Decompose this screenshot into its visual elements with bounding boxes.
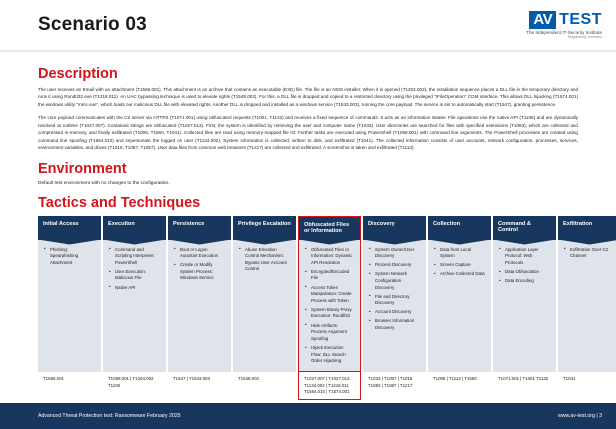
logo-location: Magdeburg Germany [568,34,602,39]
list-item: • Process Discovery [374,262,421,269]
footer-url-and-page[interactable]: www.av-test.org | 3 [557,413,602,419]
column-body-privilege-escalation [233,240,296,373]
list-item: • Abuse Elevation Control Mechanism: Bypass User Account Control [244,247,291,273]
tactic-column-initial-access [38,216,101,373]
list-item: • Exfiltration Over C2 Channel [569,247,616,260]
tactic-column-privilege-escalation [233,216,296,373]
column-body-execution [103,240,166,373]
list-item: • Create or Modify System Process: Windows Service [179,262,226,282]
list-item: • Account Discovery [374,309,421,316]
technique-id-text: T1071.001 | T1001 T1132 [493,372,556,394]
technique-id-text: T1548.002 [233,372,296,394]
technique-ids-initial-access [38,372,101,400]
list-item: • Native API [114,285,161,292]
tactics-heading: Tactics and Techniques [38,194,201,211]
description-paragraph-1: The user receives an Email with an attachment (T1566.001). This attachment is an archive that contains an executable (EXE) file. The file is an NSIS installer. When it is opened (T1204.002), the installation sequence places a DLL file in the temporary directory and runs it using RundII32.exe (T1218.011). An UAC bypassing technique is used to elevate rights (T1548.002). For this, a DLL file is dropped and copied to a restricted directory using the privileged "IFileOperation" COM interface. This allows DLL hijacking (T1574.001) the windows utility "mmc.exe", which loads our malicious DLL file with elevated rights. Another DLL is dropped and installed as a windows service (T1543.003), running the core payload. The service is set to automatically start (T1547), granting persistence. [38,87,578,107]
list-item: • Data from Local System [439,247,486,260]
technique-ids-defense-evasion [298,372,361,400]
list-item: • Encrypted/Encoded File [310,269,355,282]
technique-list-privilege-escalation [238,247,291,273]
column-header-collection: Collection [428,216,491,240]
list-item: • Archive Collected Data [439,271,486,278]
column-body-exfiltration [558,240,616,373]
technique-list-execution [108,247,161,292]
list-item: • Obfuscated Files or Information: Dynamic API Resolution [310,247,355,267]
tactics-table [38,216,609,373]
technique-ids-execution [103,372,166,400]
list-item: • Screen Capture [439,262,486,269]
page-footer [0,403,616,429]
column-body-discovery [363,240,426,373]
column-header-defense-evasion: Obfuscated Files or Information [298,216,361,240]
column-header-exfiltration: Exfiltration [558,216,616,240]
technique-ids-command-and-control [493,372,556,400]
technique-id-text: T1005 | T1113 | T1560 [428,372,491,394]
technique-ids-exfiltration [558,372,616,400]
column-header-command-and-control: Command & Control [493,216,556,240]
technique-ids-persistence [168,372,231,400]
column-header-privilege-escalation: Privilege Escalation [233,216,296,240]
list-item: • Hide Artifacts: Process Argument Spoofing [310,323,355,343]
list-item: • Command and Scripting Interpreter: PowerShell [114,247,161,267]
list-item: • Data Encoding [504,278,551,285]
tactic-column-persistence [168,216,231,373]
technique-list-defense-evasion [304,247,355,365]
technique-id-text: T1547 | T1543.003 [168,372,231,394]
avtest-logo [526,11,602,40]
technique-id-text: T1566.001 [38,372,101,394]
technique-list-persistence [173,247,226,283]
list-item: • Data Obfuscation [504,269,551,276]
logo-test-text: TEST [559,10,602,28]
column-header-execution: Execution [103,216,166,240]
list-item: • User Execution: Malicious File [114,269,161,282]
technique-list-initial-access [43,247,96,267]
tactics-technique-ids-row [38,372,578,400]
column-header-initial-access: Initial Access [38,216,101,240]
footer-test-name: Advanced Threat Protection test: Ransomware February 2025 [38,413,181,419]
list-item: • Browser Information Discovery [374,318,421,331]
tactic-column-collection [428,216,491,373]
list-item: • File and Directory Discovery [374,294,421,307]
list-item: • Application Layer Protocol: Web Protocols [504,247,551,267]
list-item: • System Network Configuration Discovery [374,271,421,291]
technique-ids-collection [428,372,491,400]
logo-tagline: The Independent IT-Security Institute [526,29,602,35]
list-item: • Boot or Logon Autostart Execution [179,247,226,260]
logo-av-text: AV [529,11,556,29]
technique-id-text: T1033 | T1057 | T1016 T1083 | T1087 | T1217 [363,372,426,394]
column-body-initial-access [38,240,101,373]
environment-heading: Environment [38,160,127,177]
tactic-column-execution [103,216,166,373]
technique-id-text: T1041 [558,372,616,394]
list-item: • Access Token Manipulation: Create Process with Token [310,285,355,305]
page-header [0,0,616,52]
technique-list-command-and-control [498,247,551,285]
tactic-column-command-and-control [493,216,556,373]
column-header-discovery: Discovery [363,216,426,240]
logo-mark [529,11,602,29]
technique-list-discovery [368,247,421,332]
column-body-command-and-control [493,240,556,373]
technique-ids-discovery [363,372,426,400]
tactic-column-defense-evasion [298,216,361,373]
list-item: • Hijack Execution Flow: DLL Search Order Hijacking [310,345,355,365]
page-content [0,52,616,400]
page-title: Scenario 03 [38,14,147,35]
column-body-defense-evasion [298,240,361,373]
technique-id-text: T1059.001 | T1204.002 T1106 [103,372,166,394]
column-header-persistence: Persistence [168,216,231,240]
description-heading: Description [38,66,118,82]
list-item: • Phishing: Spearphishing Attachment [49,247,96,267]
column-body-persistence [168,240,231,373]
technique-list-exfiltration [563,247,616,260]
technique-id-text: T1027.007 | T1027.013 T1134.002 | T1218.011 T1564.010 | T1574.001 [298,372,361,400]
technique-ids-privilege-escalation [233,372,296,400]
list-item: • System Owner/User Discovery [374,247,421,260]
environment-text: Default test environment with no changes to the configuration. [38,180,170,186]
technique-list-collection [433,247,486,278]
tactic-column-discovery [363,216,426,373]
column-body-collection [428,240,491,373]
tactic-column-exfiltration [558,216,616,373]
list-item: • System Binary Proxy Execution: Rundll32 [310,307,355,320]
description-paragraph-2: The core payload communicates with the C2 server via HTTPS (T1071.001) using obfuscated requests (T1001, T1132) and receives a fixed sequence of commands. It acts as an information stealer. File operations use the native API (T1106) and are dynamically resolved at runtime (T1027.007). Contained strings are obfuscated (T1027.013). First, the system is identified by retrieving the user and computer name (T1033). User directories are searched for files with specified extensions (T1083), which are collected and compressed in-memory, and finally exfiltrated (T1005, T1560, T1041). Collected files are read using memory-mapped file IO. Further tasks are executed using PowerShell (T1059.001) with command line arguments. The PowerShell processes are created using command line spoofing (T1564.010) and impersonate the logged on user (T1134.002). System information is collected, written to disk, and exfiltrated (T1041). The collected information consists of user accounts, network configuration, processes, services, environment variables, and drives (T1016, T1087, T1057). User data files from common web browsers (T1217) are collected and exfiltrated. A screenshot is taken and exfiltrated (T1113). [38,115,578,151]
